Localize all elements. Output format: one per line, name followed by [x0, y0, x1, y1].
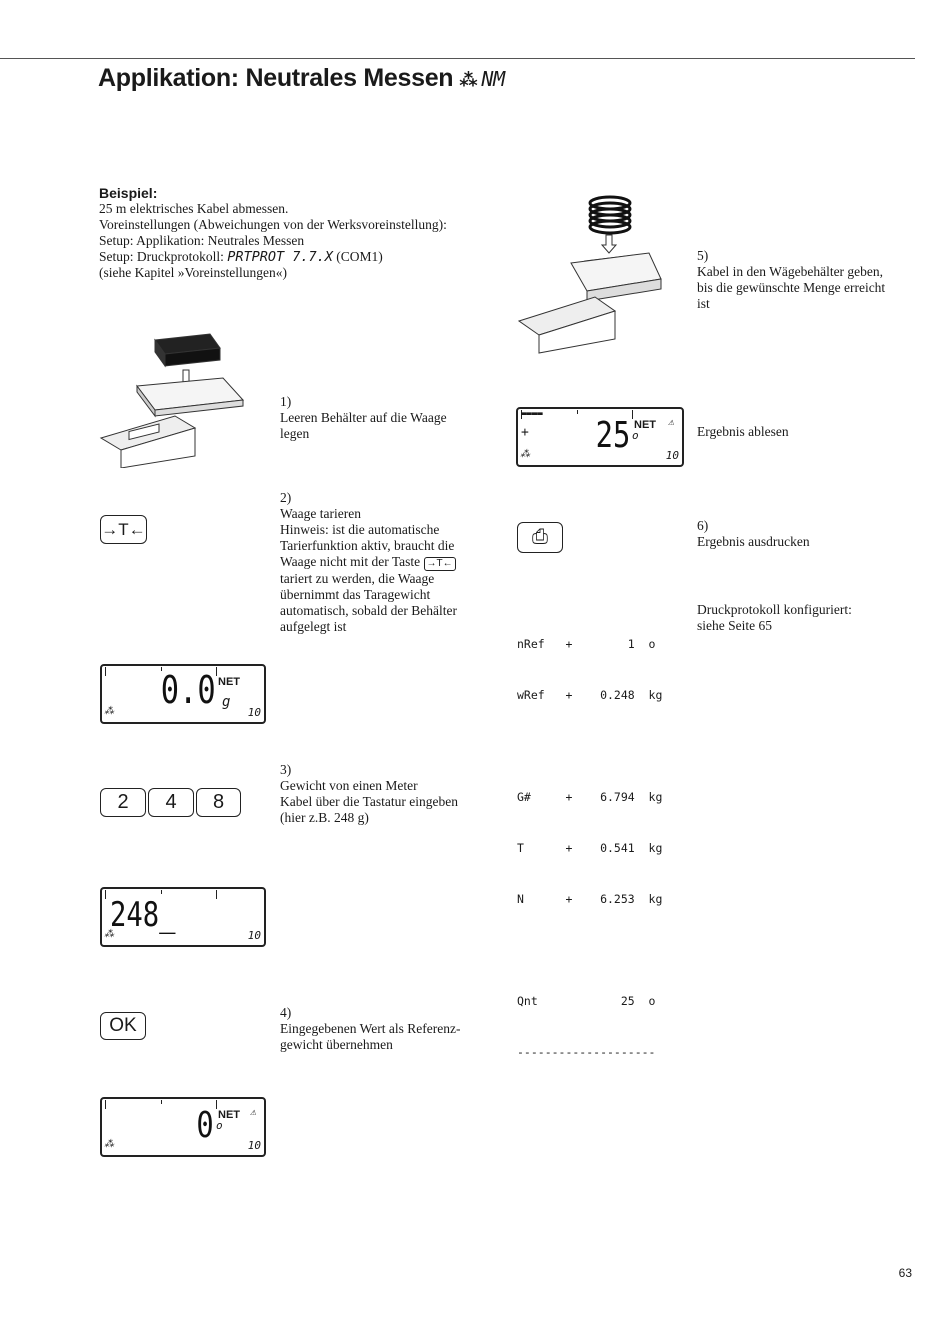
display-value: 248_ [110, 895, 176, 935]
step-5: 5) Kabel in den Wägebehälter geben, bis die gewünschte Menge erreicht ist [697, 248, 886, 311]
printout-line [517, 942, 662, 959]
display-value: 25 [595, 415, 630, 456]
display-zero: 0.0 NET g ⁂ 10 [100, 664, 266, 724]
printout-line: wRef + 0.248 kg [517, 688, 663, 702]
digit-key-8[interactable]: 8 [196, 788, 241, 817]
scale-cable-coil-illustration [515, 193, 665, 355]
top-rule [0, 58, 915, 59]
printout-line: Qnt 25 o [517, 994, 656, 1008]
example-block [99, 185, 447, 281]
example-protocol-line: Setup: Druckprotokoll: PRTPROT 7.7.X (COM1) [99, 249, 383, 265]
title-code: NM [481, 67, 505, 91]
step-3: 3) Gewicht von einen Meter Kabel über die Tastatur eingeben (hier z.B. 248 g) [280, 762, 458, 825]
printout-line: -------------------- [517, 1045, 656, 1059]
step-6-note: Druckprotokoll konfiguriert: siehe Seite 65 [697, 602, 852, 633]
neutral-measure-icon: ⁂ [104, 706, 114, 717]
printout-line: N + 6.253 kg [517, 892, 663, 906]
page-title [98, 64, 505, 93]
display-value: 0.0 [161, 668, 216, 712]
step-5-result: Ergebnis ablesen [697, 424, 789, 439]
step-1: 1) Leeren Behälter auf die Waage legen [280, 394, 447, 441]
display-reference: 0 NET o ⚠ ⁂ 10 [100, 1097, 266, 1157]
printout [517, 602, 662, 1078]
step-2: 2) Waage tarieren Hinweis: ist die automatische Tarierfunktion aktiv, braucht die Waage nicht mit der Taste →T← tariert zu werden, die Waage übernimmt das Taragewicht automatisch, sobald der Behälter aufgelegt ist [280, 490, 457, 634]
example-heading: Beispiel: [99, 185, 158, 201]
page-number: 63 [898, 1266, 912, 1280]
printout-line: G# + 6.794 kg [517, 790, 663, 804]
display-result: ▬▬▬▬ + 25 NET o ⚠ ⁂ 10 [516, 407, 684, 467]
example-line: Setup: Applikation: Neutrales Messen [99, 233, 305, 248]
neutral-measure-icon: ⁂ [520, 449, 530, 460]
neutral-measure-icon: ⁂ [459, 70, 478, 90]
printout-line: nRef + 1 o [517, 637, 656, 651]
digit-key-4[interactable]: 4 [148, 788, 194, 817]
warning-icon: ⚠ [668, 417, 675, 428]
inline-tare-key: →T← [424, 557, 456, 571]
neutral-measure-icon: ⁂ [104, 1139, 114, 1150]
ok-key[interactable]: OK [100, 1012, 146, 1040]
display-unit: g [222, 694, 231, 710]
scale-empty-container-illustration [95, 328, 255, 468]
print-key[interactable]: ⎙ [517, 522, 563, 553]
title-text: Applikation: Neutrales Messen [98, 64, 454, 92]
neutral-measure-icon: ⁂ [104, 929, 114, 940]
printout-line: T + 0.541 kg [517, 841, 663, 855]
step-4: 4) Eingegebenen Wert als Referenz- gewicht übernehmen [280, 1005, 461, 1052]
display-input: 248_ ⁂ 10 [100, 887, 266, 947]
example-chapter-ref: (siehe Kapitel »Voreinstellungen«) [99, 265, 287, 280]
printout-line [517, 738, 662, 755]
warning-icon: ⚠ [250, 1107, 257, 1118]
tare-key[interactable]: →T← [100, 515, 147, 544]
step-6: 6) Ergebnis ausdrucken [697, 518, 810, 549]
bar-graph: ▬▬▬▬ [521, 409, 543, 419]
digit-key-2[interactable]: 2 [100, 788, 146, 817]
protocol-code: PRTPROT 7.7.X [227, 249, 333, 265]
example-line: Voreinstellungen (Abweichungen von der Werksvoreinstellung): [99, 217, 447, 232]
display-value: 0 [196, 1105, 214, 1146]
example-line: 25 m elektrisches Kabel abmessen. [99, 201, 289, 216]
sign: + [521, 425, 529, 440]
